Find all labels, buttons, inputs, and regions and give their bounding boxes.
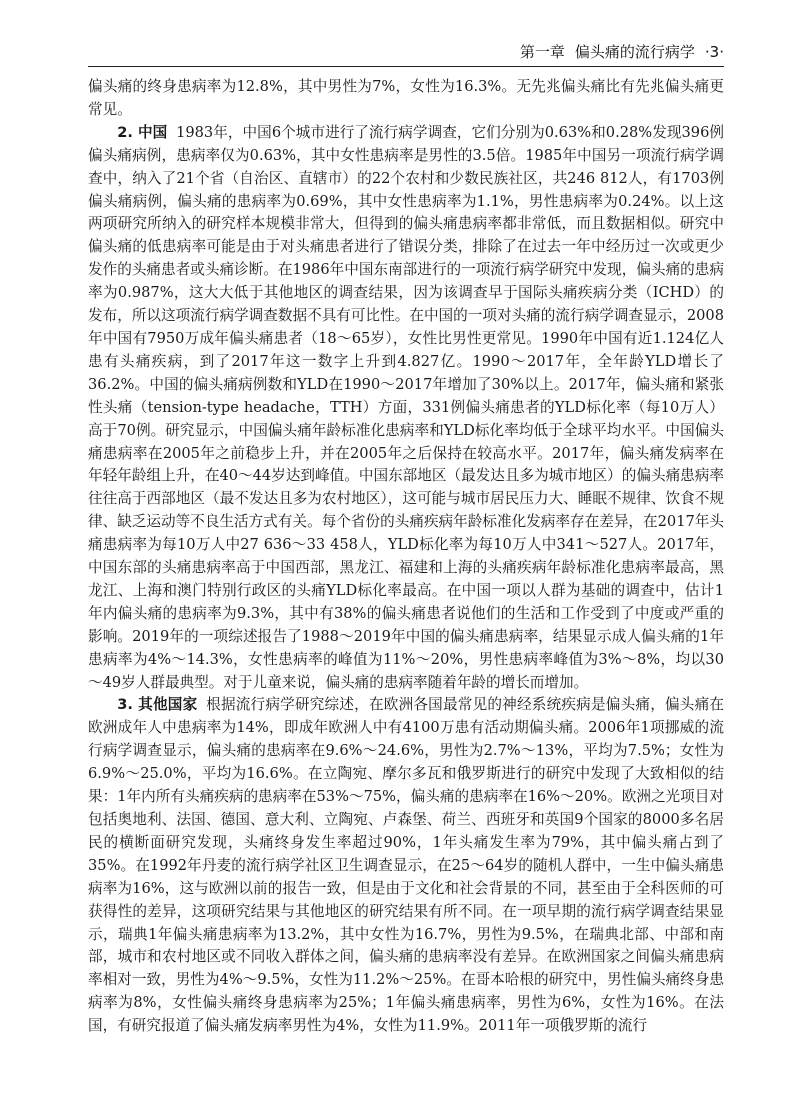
paragraph-continued: 偏头痛的终身患病率为12.8%，其中男性为7%，女性为16.3%。无先兆偏头痛比有先兆偏头痛更常见。	[88, 78, 724, 118]
paragraph-china	[88, 122, 724, 695]
chapter-label: 第一章	[519, 43, 565, 61]
section-heading-china: 2. 中国	[117, 123, 168, 141]
paragraph-other-countries	[88, 694, 724, 1038]
body-text	[88, 76, 724, 1038]
paragraph-other-countries-text: 根据流行病学研究综述，在欧洲各国最常见的神经系统疾病是偏头痛，偏头痛在欧洲成年人中患病率为14%，即成年欧洲人中有4100万患有活动期偏头痛。2006年1项挪威的流行病学调查显示，偏头痛的患病率在9.6%～24.6%，男性为2.7%～13%，平均为7.5%；女性为6.9%～25.0%，平均为16.6%。在立陶宛、摩尔多瓦和俄罗斯进行的研究中发现了大致相似的结果：1年内所有头痛疾病的患病率在53%～75%，偏头痛的患病率在16%～20%。欧洲之光项目对包括奥地利、法国、德国、意大利、立陶宛、卢森堡、荷兰、西班牙和英国9个国家的8000多名居民的横断面研究发现，头痛终身发生率超过90%，1年头痛发生率为79%，其中偏头痛占到了35%。在1992年丹麦的流行病学社区卫生调查显示，在25～64岁的随机人群中，一生中偏头痛患病率为16%，这与欧洲以前的报告一致，但是由于文化和社会背景的不同，甚至由于全科医师的可获得性的差异，这项研究结果与其他地区的研究结果有所不同。在一项早期的流行病学调查结果显示，瑞典1年偏头痛患病率为13.2%，其中女性为16.7%，男性为9.5%，在瑞典北部、中部和南部，城市和农村地区或不同收入群体之间，偏头痛的患病率没有差异。在欧洲国家之间偏头痛患病率相对一致，男性为4%～9.5%，女性为11.2%～25%。在哥本哈根的研究中，男性偏头痛终身患病率为8%，女性偏头痛终身患病率为25%；1年偏头痛患病率，男性为6%，女性为16%。在法国，有研究报道了偏头痛发病率男性为4%，女性为11.9%。2011年一项俄罗斯的流行	[88, 696, 724, 1035]
page-number: ·3·	[704, 43, 724, 61]
paragraph-china-text: 1983年，中国6个城市进行了流行病学调查，它们分别为0.63%和0.28%发现396例偏头痛病例，患病率仅为0.63%，其中女性患病率是男性的3.5倍。1985年中国另一项流行病学调查中，纳入了21个省（自治区、直辖市）的22个农村和少数民族社区，共246 812人，有1703例偏头痛病例，偏头痛的患病率为0.69%，其中女性患病率为1.1%，男性患病率为0.24%。以上这两项研究所纳入的研究样本规模非常大，但得到的偏头痛患病率都非常低，而且数据相似。研究中偏头痛的低患病率可能是由于对头痛患者进行了错误分类，排除了在过去一年中经历过一次或更少发作的头痛患者或头痛诊断。在1986年中国东南部进行的一项流行病学研究中发现，偏头痛的患病率为0.987%，这大大低于其他地区的调查结果，因为该调查早于国际头痛疾病分类（ICHD）的发布，所以这项流行病学调查数据不具有可比性。在中国的一项对头痛的流行病学调查显示，2008年中国有7950万成年偏头痛患者（18～65岁），女性比男性更常见。1990年中国有近1.124亿人患有头痛疾病，到了2017年这一数字上升到4.827亿。1990～2017年，全年龄YLD增长了36.2%。中国的偏头痛病例数和YLD在1990～2017年增加了30%以上。2017年，偏头痛和紧张性头痛（tension-type headache，TTH）方面，331例偏头痛患者的YLD标化率（每10万人）高于70例。研究显示，中国偏头痛年龄标准化患病率和YLD标化率均低于全球平均水平。中国偏头痛患病率在2005年之前稳步上升，并在2005年之后保持在较高水平。2017年，偏头痛发病率在年轻年龄组上升，在40～44岁达到峰值。中国东部地区（最发达且多为城市地区）的偏头痛患病率往往高于西部地区（最不发达且多为农村地区），这可能与城市居民压力大、睡眠不规律、饮食不规律、缺乏运动等不良生活方式有关。每个省份的头痛疾病年龄标准化发病率存在差异，在2017年头痛患病率为每10万人中27 636～33 458人，YLD标化率为每10万人中341～527人。2017年，中国东部的头痛患病率高于中国西部，黑龙江、福建和上海的头痛疾病年龄标准化患病率最高，黑龙江、上海和澳门特别行政区的头痛YLD标化率最高。在中国一项以人群为基础的调查中，估计1年内偏头痛的患病率为9.3%，其中有38%的偏头痛患者说他们的生活和工作受到了中度或严重的影响。2019年的一项综述报告了1988～2019年中国的偏头痛患病率，结果显示成人偏头痛的1年患病率为4%～14.3%，女性患病率的峰值为11%～20%，男性患病率峰值为3%～8%，均以30～49岁人群最典型。对于儿童来说，偏头痛的患病率随着年龄的增长而增加。	[88, 123, 724, 691]
section-heading-other-countries: 3. 其他国家	[117, 696, 198, 714]
chapter-title: 偏头痛的流行病学	[574, 43, 695, 61]
running-header	[88, 40, 724, 67]
